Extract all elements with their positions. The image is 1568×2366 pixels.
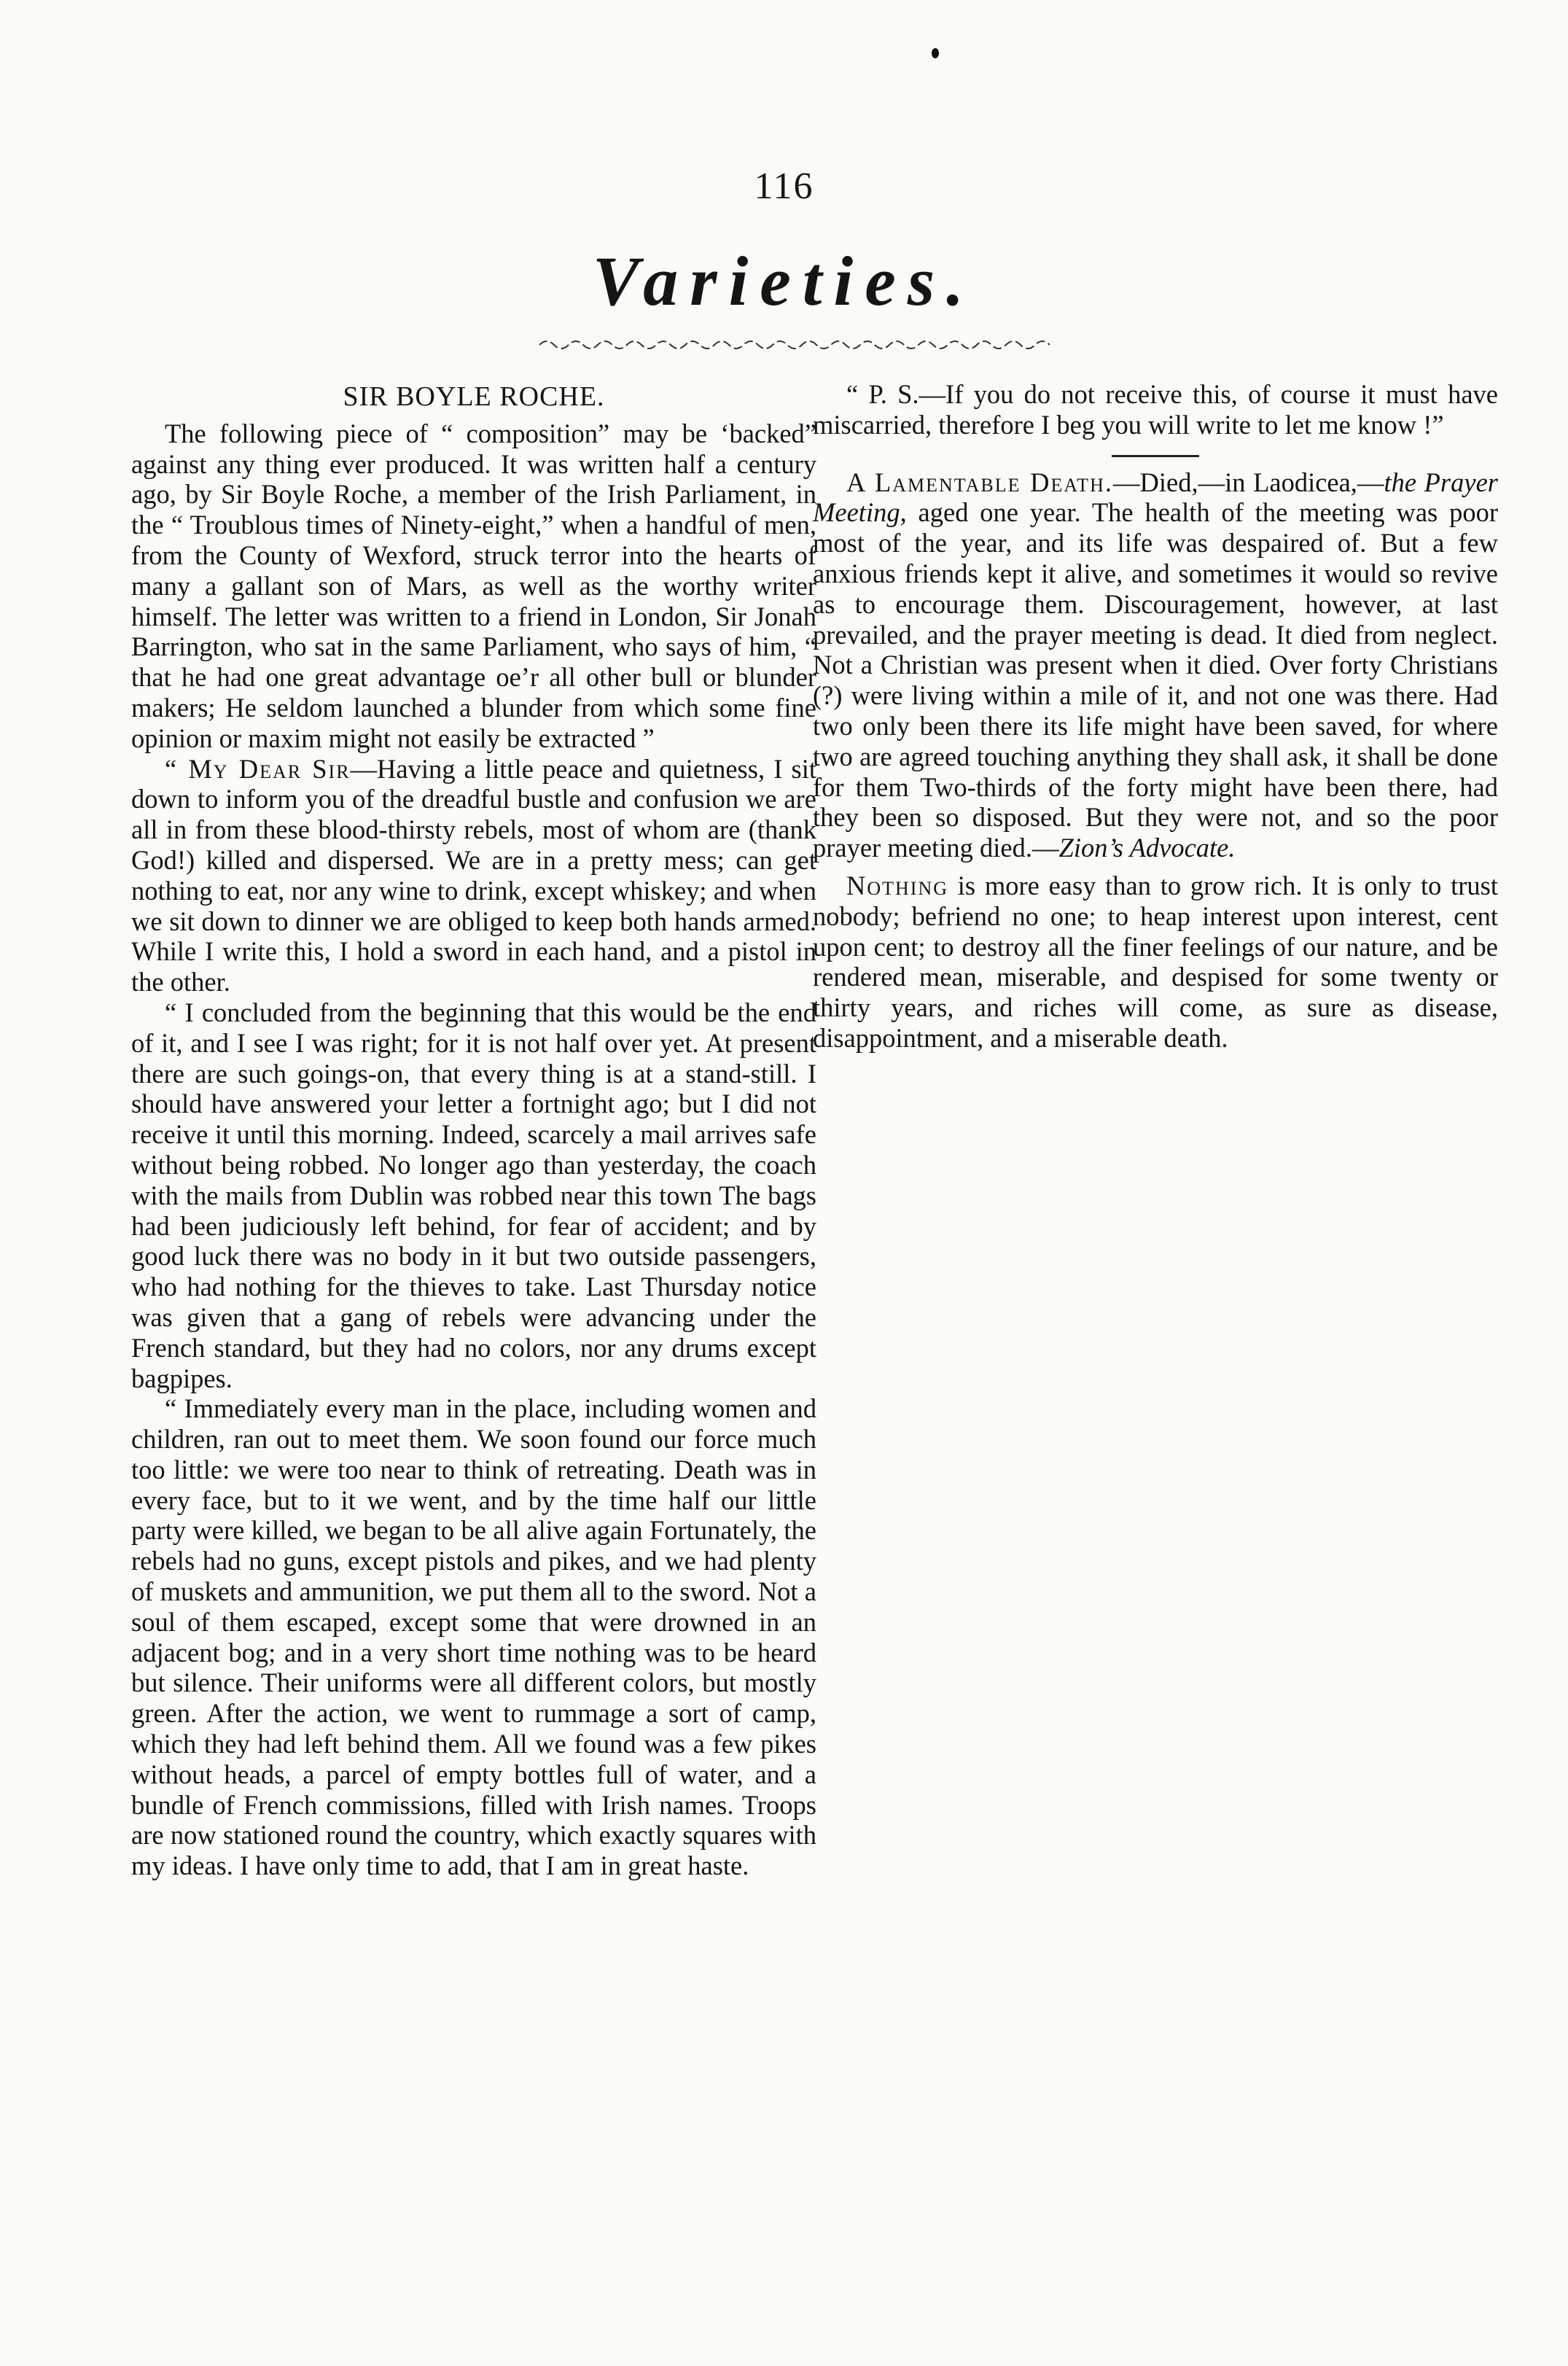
article-lead: A Lamentable Death.	[846, 467, 1113, 497]
wavy-ornament-divider	[539, 332, 1050, 354]
letter-paragraph: “ Immediately every man in the place, including women and children, ran out to meet them. We soon found our force much too little: we were too near to think of retreating. Death was in every face, but to it we went, and by the time half our little party were killed, we began to be all alive again Fortunately, the rebels had no guns, except pistols and pikes, and we had plenty of muskets and ammunition, we put them all to the sword. Not a soul of them escaped, except some that were drowned in an adjacent bog; and in a very short time nothing was to be heard but silence. Their uniforms were all different colors, but mostly green. After the action, we went to rummage a sort of camp, which they had left behind them. All we found was a few pikes without heads, a parcel of empty bottles full of water, and a bundle of French commissions, filled with Irish names. Troops are now stationed round the country, which exactly squares with my ideas. I have only time to add, that I am in great haste.	[131, 1393, 816, 1881]
ink-speck	[932, 48, 939, 58]
page-number: 116	[754, 166, 814, 207]
left-column	[131, 379, 816, 1881]
letter-paragraph-text: —Having a little peace and quietness, I sit down to inform you of the dreadful bustle and confusion we are all in from these blood-thirsty rebels, most of whom are (thank God!) killed and dispersed. We are in a pretty mess; can get nothing to eat, nor any wine to drink, except whiskey; and when we sit down to dinner we are obliged to keep both hands armed. While I write this, I hold a sword in each hand, and a pistol in the other.	[131, 753, 817, 997]
article-separator	[1112, 455, 1199, 457]
letter-postscript: “ P. S.—If you do not receive this, of course it must have miscarried, therefore I beg you will write to let me know !”	[813, 379, 1498, 440]
article-lamentable-death: A Lamentable Death.—Died,—in Laodicea,—the Prayer Meeting, aged one year. The health of the meeting was poor most of the year, and its life was despaired of. But a few anxious friends kept it alive, and sometimes it would so revive as to encourage them. Discouragement, however, at last prevailed, and the prayer meeting is dead. It died from neglect. Not a Christian was present when it died. Over forty Christians (?) were living within a mile of it, and not one was there. Had two only been there its life might have been saved, for where two are agreed touching anything they shall ask, it shall be done for them Two-thirds of the forty might have been there, had they been so disposed. But they were not, and so the poor prayer meeting died.—Zion’s Advocate.	[813, 467, 1498, 863]
article-nothing: Nothing is more easy than to grow rich. It is only to trust nobody; befriend no one; to heap interest upon interest, cent upon cent; to destroy all the finer feelings of our nature, and be rendered mean, miserable, and despised for some twenty or thirty years, and riches will come, as sure as disease, disappointment, and a miserable death.	[813, 870, 1498, 1053]
article-intro: The following piece of “ composition” may be ‘backed” against any thing ever produced. It was written half a century ago, by Sir Boyle Roche, a member of the Irish Parliament, in the “ Troublous times of Ninety-eight,” when a handful of men, from the County of Wexford, struck terror into the hearts of many a gallant son of Mars, as well as the worthy writer himself. The letter was written to a friend in London, Sir Jonah Barrington, who sat in the same Parliament, who says of him, “ that he had one great advantage oe’r all other bull or blunder makers; He seldom launched a blunder from which some fine opinion or maxim might not easily be extracted ”	[131, 418, 816, 753]
letter-paragraph: “ I concluded from the beginning that this would be the end of it, and I see I was right; for it is not half over yet. At present there are such goings-on, that every thing is at a stand-still. I should have answered your letter a fortnight ago; but I did not receive it until this morning. Indeed, scarcely a mail arrives safe without being robbed. No longer ago than yesterday, the coach with the mails from Dublin was robbed near this town The bags had been judiciously left behind, for fear of accident; and by good luck there was no body in it but two outside passengers, who had nothing for the thieves to take. Last Thursday notice was given that a gang of rebels were advancing under the French standard, but they had no colors, nor any drums except bagpipes.	[131, 997, 816, 1393]
article-lead: Nothing	[846, 870, 949, 900]
article-source: Zion’s Advocate.	[1058, 833, 1236, 863]
letter-salutation: “ My Dear Sir	[165, 753, 351, 784]
article-title: SIR BOYLE ROCHE.	[343, 381, 605, 412]
letter-paragraph	[131, 754, 816, 997]
section-title: Varieties.	[592, 242, 976, 320]
right-column	[813, 379, 1498, 1054]
